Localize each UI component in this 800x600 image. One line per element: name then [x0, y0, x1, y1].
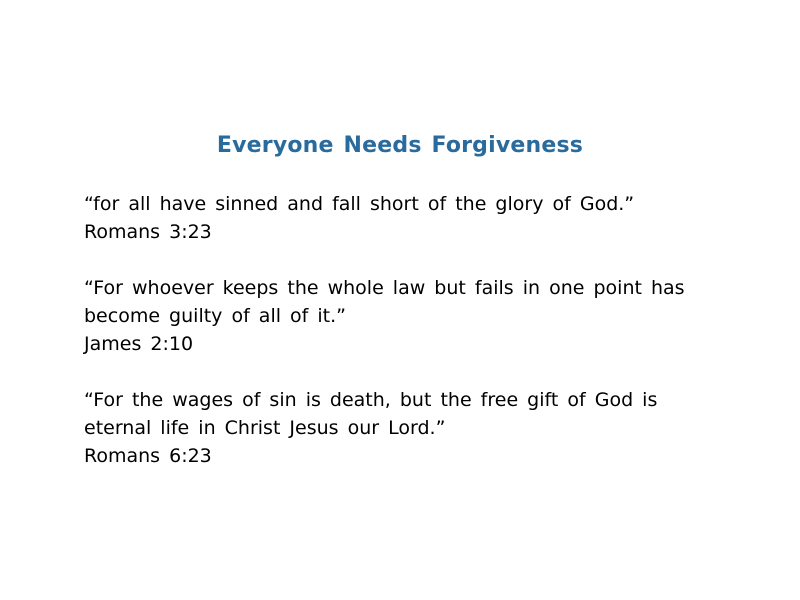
- quote-block-romans-6-23: [84, 386, 685, 470]
- quote-text-line: “for all have sinned and fall short of the glory of God.”: [84, 193, 635, 215]
- quote-reference: Romans 6:23: [84, 445, 212, 467]
- quote-block-romans-3-23: [84, 190, 685, 246]
- quote-block-james-2-10: [84, 274, 685, 358]
- quote-text-line: “For the wages of sin is death, but the free gift of God is: [84, 389, 658, 411]
- quote-text-line: eternal life in Christ Jesus our Lord.”: [84, 417, 446, 439]
- quotes-section: [84, 190, 685, 498]
- quote-text-line: become guilty of all of it.”: [84, 305, 347, 327]
- quote-text-line: “For whoever keeps the whole law but fails in one point has: [84, 277, 685, 299]
- page-title: Everyone Needs Forgiveness: [216, 133, 584, 158]
- quote-reference: Romans 3:23: [84, 221, 212, 243]
- quote-reference: James 2:10: [84, 333, 194, 355]
